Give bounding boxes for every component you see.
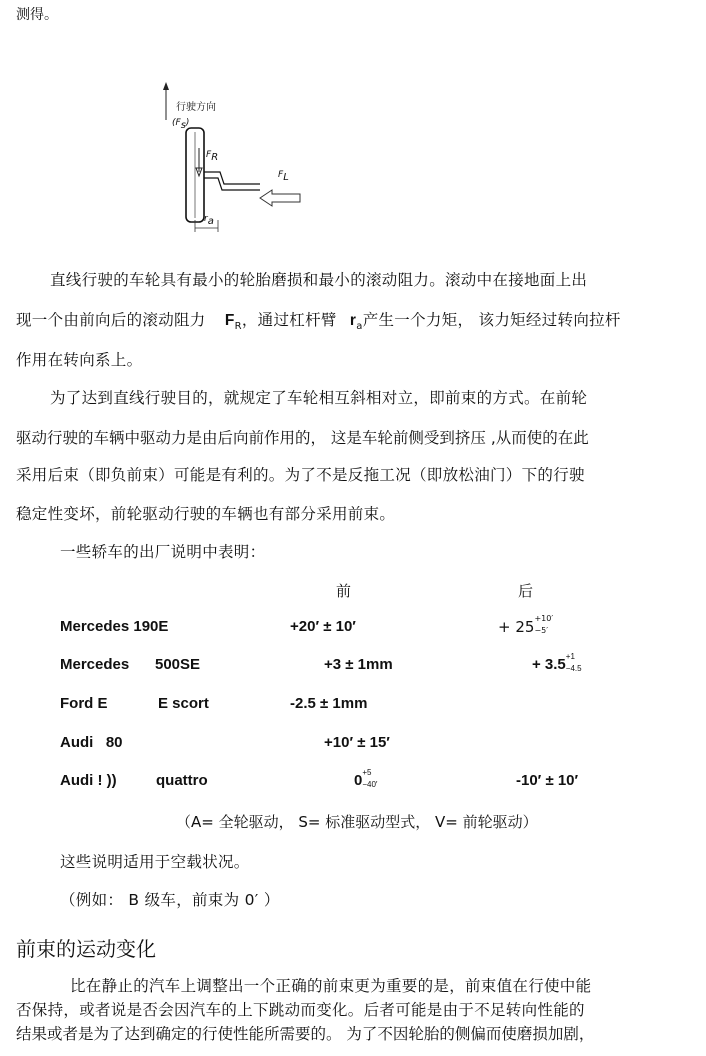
figure-fs-label: $(F_s)$	[172, 118, 190, 131]
table-row: Mercedes 500SE +3 ± 1mm + 3.5 +1 −4.5	[60, 652, 582, 673]
figure-fr-label: $F_L$	[278, 170, 289, 183]
figure-fb-label: $F_R$	[206, 150, 219, 163]
p1-line3: 作用在转向系上。	[16, 351, 143, 369]
section-heading: 前束的运动变化	[16, 937, 156, 961]
section-line2: 否保持，或者说是否会因汽车的上下跳动而变化。后者可能是由于不足转向性能的	[16, 1001, 585, 1019]
note-unloaded: 这些说明适用于空载状况。	[60, 853, 250, 871]
p2-line4: 稳定性变坏，前轮驱动行驶的车辆也有部分采用前束。	[16, 505, 396, 523]
p2-line3: 采用后束（即负前束）可能是有利的。为了不是反拖工况（即放松油门）下的行驶	[16, 466, 585, 484]
table-row: Audi 80 +10′ ± 15′	[60, 734, 390, 751]
note-example: （例如： B 级车，前束为 0′ ）	[60, 891, 280, 909]
figure-direction-label: 行驶方向	[176, 102, 216, 113]
section-line1: 比在静止的汽车上调整出一个正确的前束更为重要的是，前束值在行使中能	[70, 977, 592, 995]
table-row: Ford E E scort -2.5 ± 1mm	[60, 695, 368, 712]
top-fragment: 测得。	[16, 7, 58, 23]
table-row: Mercedes 190E +20′ ± 10′ + 25 +10′ −5′	[60, 614, 554, 636]
section-line3: 结果或者是为了达到确定的行使性能所需要的。 为了不因轮胎的侧偏而使磨损加剧，	[16, 1025, 595, 1043]
p1-line2: 现一个由前向后的滚动阻力 $F_R$，通过杠杆臂 $r_a$产生一个力矩， 该力矩经过转向拉杆	[16, 311, 621, 333]
table-row: Audi ! )) quattro 0 +5 −40′ -10′ ± 10′	[60, 768, 579, 789]
p2-line1: 为了达到直线行驶目的，就规定了车轮相互斜相对立，即前束的方式。在前轮	[50, 389, 588, 407]
header-rear: 后	[518, 582, 534, 600]
drive-legend: （A= 全轮驱动， S= 标准驱动型式， V= 前轮驱动）	[176, 813, 538, 831]
side-force-arrow	[260, 190, 300, 206]
direction-arrow-head	[163, 82, 169, 90]
p2-line2: 驱动行驶的车辆中驱动力是由后向前作用的， 这是车轮前侧受到挤压 ,从而使的在此	[16, 429, 589, 447]
header-front: 前	[336, 582, 352, 600]
figure-ra-label: $r_a$	[204, 214, 214, 227]
table-intro: 一些轿车的出厂说明中表明：	[60, 543, 266, 561]
p1-line1: 直线行驶的车轮具有最小的轮胎磨损和最小的滚动阻力。滚动中在接地面上出	[50, 271, 588, 289]
wheel-figure	[160, 80, 310, 240]
